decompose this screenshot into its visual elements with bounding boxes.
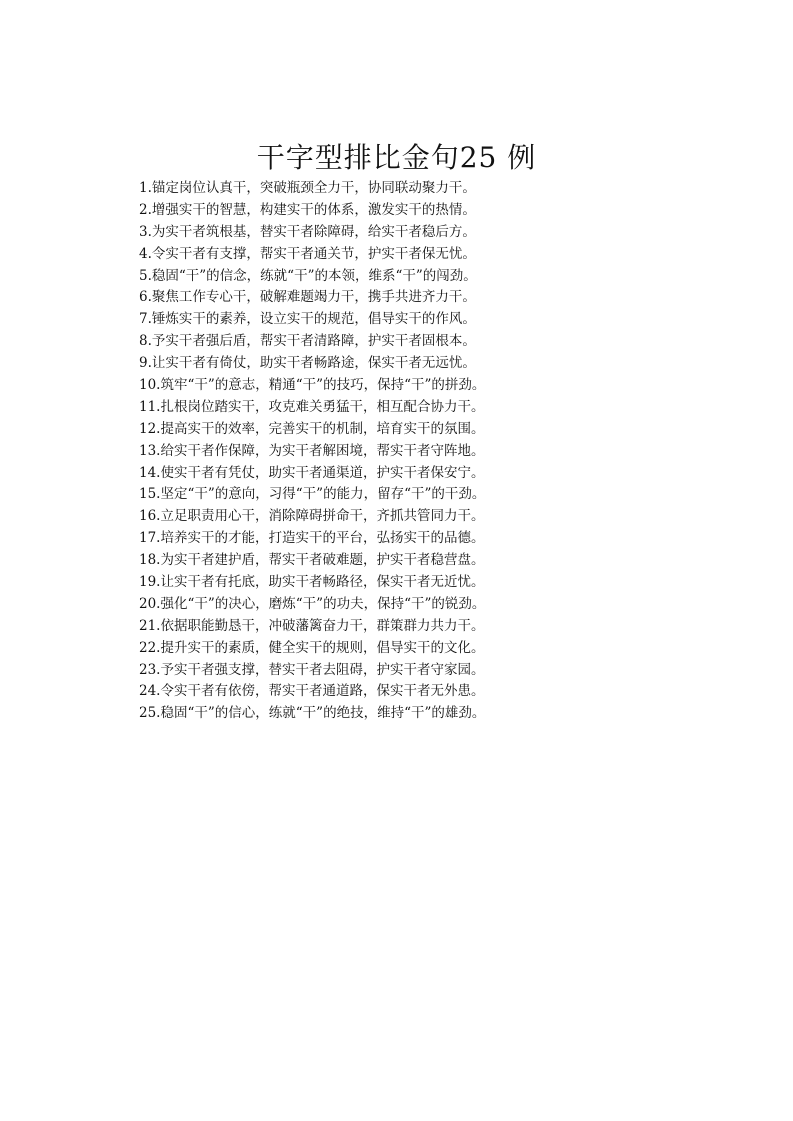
list-item: 23.予实干者强支撑，替实干者去阻碍，护实干者守家园。 [139, 661, 485, 678]
list-item: 6.聚焦工作专心干，破解难题竭力干，携手共进齐力干。 [139, 289, 476, 306]
list-item: 14.使实干者有凭仗，助实干者通渠道，护实干者保安宁。 [139, 464, 485, 481]
list-item: 5.稳固“干”的信念，练就“干”的本领，维系“干”的闯劲。 [139, 267, 477, 284]
document-title: 干字型排比金句25 例 [256, 141, 537, 174]
list-item: 10.筑牢“干”的意志，精通“干”的技巧，保持“干”的拼劲。 [139, 377, 486, 394]
list-item: 11.扎根岗位踏实干，攻克难关勇猛干，相互配合协力干。 [139, 398, 485, 415]
list-item: 21.依据职能勤恳干，冲破藩篱奋力干，群策群力共力干。 [139, 617, 485, 634]
list-item: 19.让实干者有托底，助实干者畅路径，保实干者无近忧。 [139, 574, 485, 591]
list-item: 13.给实干者作保障，为实干者解困境，帮实干者守阵地。 [139, 442, 485, 459]
list-item: 25.稳固“干”的信心，练就“干”的绝技，维持“干”的雄劲。 [139, 705, 486, 722]
list-item: 8.予实干者强后盾，帮实干者清路障，护实干者固根本。 [139, 333, 476, 350]
list-item: 17.培养实干的才能，打造实干的平台，弘扬实干的品德。 [139, 530, 485, 547]
sentence-list [139, 178, 759, 725]
list-item: 15.坚定“干”的意向，习得“干”的能力，留存“干”的干劲。 [139, 486, 486, 503]
list-item: 24.令实干者有依傍，帮实干者通道路，保实干者无外患。 [139, 683, 485, 700]
list-item: 4.令实干者有支撑，帮实干者通关节，护实干者保无忧。 [139, 245, 476, 262]
list-item: 1.锚定岗位认真干，突破瓶颈全力干，协同联动聚力干。 [139, 180, 476, 196]
list-item: 2.增强实干的智慧，构建实干的体系，激发实干的热情。 [139, 201, 476, 218]
list-item: 12.提高实干的效率，完善实干的机制，培育实干的氛围。 [139, 420, 485, 437]
list-item: 16.立足职责用心干，消除障碍拼命干，齐抓共管同力干。 [139, 508, 485, 525]
list-item: 9.让实干者有倚仗，助实干者畅路途，保实干者无远忧。 [139, 355, 476, 372]
list-item: 3.为实干者筑根基，替实干者除障碍，给实干者稳后方。 [139, 223, 476, 240]
list-item: 22.提升实干的素质，健全实干的规则，倡导实干的文化。 [139, 639, 485, 656]
list-item: 7.锤炼实干的素养，设立实干的规范，倡导实干的作风。 [139, 311, 476, 328]
list-item: 20.强化“干”的决心，磨炼“干”的功夫，保持“干”的锐劲。 [139, 595, 486, 612]
list-item: 18.为实干者建护盾，帮实干者破难题，护实干者稳营盘。 [139, 552, 485, 569]
